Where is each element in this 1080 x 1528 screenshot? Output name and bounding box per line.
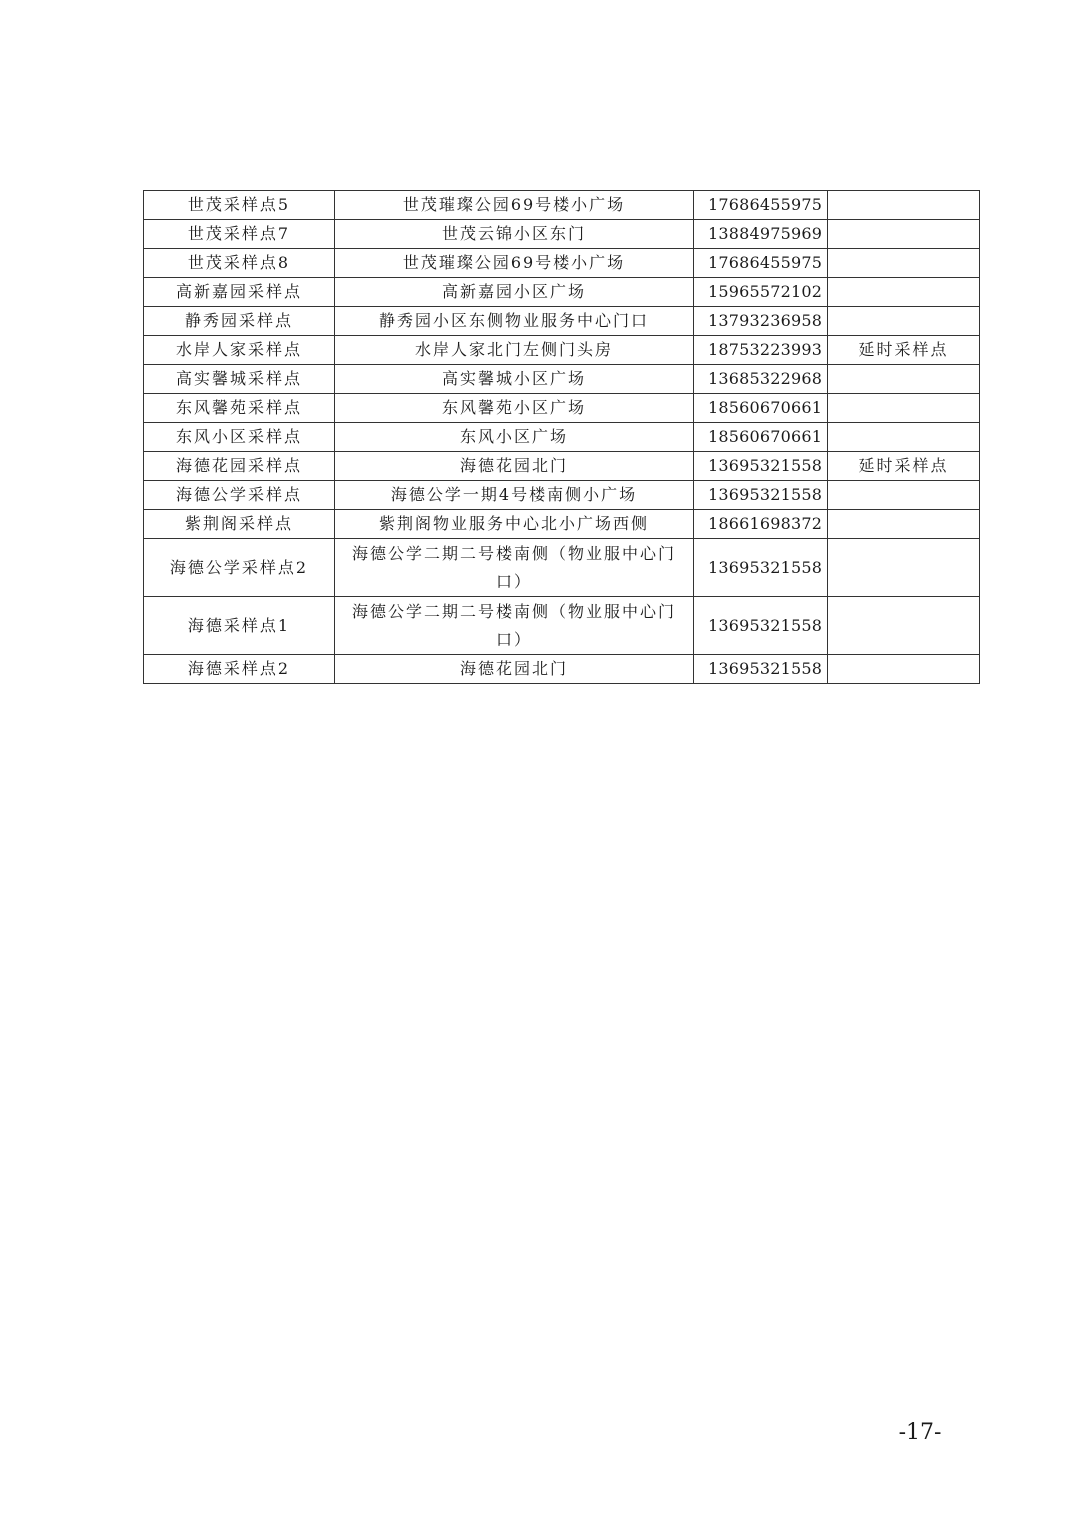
- cell-phone: 17686455975: [694, 191, 828, 220]
- cell-address: 东风馨苑小区广场: [335, 394, 694, 423]
- cell-phone: 15965572102: [694, 278, 828, 307]
- cell-note: [828, 220, 980, 249]
- cell-phone: 13884975969: [694, 220, 828, 249]
- cell-note: [828, 655, 980, 684]
- cell-phone: 13695321558: [694, 539, 828, 597]
- cell-note: [828, 394, 980, 423]
- cell-sampling-point-name: 水岸人家采样点: [144, 336, 335, 365]
- cell-phone: 18560670661: [694, 394, 828, 423]
- cell-note: [828, 191, 980, 220]
- table-row: [144, 539, 980, 597]
- cell-note: [828, 539, 980, 597]
- cell-note: [828, 510, 980, 539]
- cell-sampling-point-name: 东风馨苑采样点: [144, 394, 335, 423]
- table-row: [144, 452, 980, 481]
- cell-address: 海德公学二期二号楼南侧（物业服中心门口）: [335, 539, 694, 597]
- cell-note: [828, 365, 980, 394]
- cell-note: [828, 597, 980, 655]
- cell-phone: 13793236958: [694, 307, 828, 336]
- cell-sampling-point-name: 世茂采样点8: [144, 249, 335, 278]
- cell-address: 东风小区广场: [335, 423, 694, 452]
- cell-phone: 18560670661: [694, 423, 828, 452]
- cell-address: 水岸人家北门左侧门头房: [335, 336, 694, 365]
- cell-sampling-point-name: 海德花园采样点: [144, 452, 335, 481]
- table-row: [144, 510, 980, 539]
- cell-address: 海德公学二期二号楼南侧（物业服中心门口）: [335, 597, 694, 655]
- cell-note: [828, 423, 980, 452]
- table-row: [144, 394, 980, 423]
- cell-note: [828, 278, 980, 307]
- cell-sampling-point-name: 静秀园采样点: [144, 307, 335, 336]
- table-row: [144, 278, 980, 307]
- page-number: -17-: [898, 1420, 942, 1445]
- cell-address: 世茂璀璨公园69号楼小广场: [335, 249, 694, 278]
- cell-phone: 18753223993: [694, 336, 828, 365]
- cell-phone: 13695321558: [694, 452, 828, 481]
- cell-address: 世茂云锦小区东门: [335, 220, 694, 249]
- cell-address: 海德公学一期4号楼南侧小广场: [335, 481, 694, 510]
- cell-address: 海德花园北门: [335, 452, 694, 481]
- cell-address: 紫荆阁物业服务中心北小广场西侧: [335, 510, 694, 539]
- cell-sampling-point-name: 高新嘉园采样点: [144, 278, 335, 307]
- cell-address: 静秀园小区东侧物业服务中心门口: [335, 307, 694, 336]
- cell-sampling-point-name: 世茂采样点7: [144, 220, 335, 249]
- cell-sampling-point-name: 世茂采样点5: [144, 191, 335, 220]
- cell-sampling-point-name: 海德公学采样点: [144, 481, 335, 510]
- cell-phone: 13695321558: [694, 655, 828, 684]
- cell-address: 高新嘉园小区广场: [335, 278, 694, 307]
- table-body: [144, 191, 980, 684]
- table-row: [144, 655, 980, 684]
- cell-phone: 13695321558: [694, 481, 828, 510]
- cell-sampling-point-name: 东风小区采样点: [144, 423, 335, 452]
- table-row: [144, 307, 980, 336]
- cell-sampling-point-name: 紫荆阁采样点: [144, 510, 335, 539]
- table-row: [144, 365, 980, 394]
- cell-note: [828, 307, 980, 336]
- table-row: [144, 220, 980, 249]
- cell-address: 世茂璀璨公园69号楼小广场: [335, 191, 694, 220]
- table-row: [144, 191, 980, 220]
- cell-note: 延时采样点: [828, 336, 980, 365]
- cell-phone: 13685322968: [694, 365, 828, 394]
- cell-phone: 13695321558: [694, 597, 828, 655]
- table-row: [144, 423, 980, 452]
- cell-sampling-point-name: 高实馨城采样点: [144, 365, 335, 394]
- cell-note: [828, 481, 980, 510]
- cell-phone: 18661698372: [694, 510, 828, 539]
- cell-address: 海德花园北门: [335, 655, 694, 684]
- cell-sampling-point-name: 海德公学采样点2: [144, 539, 335, 597]
- sampling-points-table: [143, 190, 980, 684]
- cell-sampling-point-name: 海德采样点2: [144, 655, 335, 684]
- cell-sampling-point-name: 海德采样点1: [144, 597, 335, 655]
- cell-note: 延时采样点: [828, 452, 980, 481]
- cell-address: 高实馨城小区广场: [335, 365, 694, 394]
- cell-phone: 17686455975: [694, 249, 828, 278]
- table-row: [144, 597, 980, 655]
- cell-note: [828, 249, 980, 278]
- table-row: [144, 481, 980, 510]
- table-row: [144, 249, 980, 278]
- table-row: [144, 336, 980, 365]
